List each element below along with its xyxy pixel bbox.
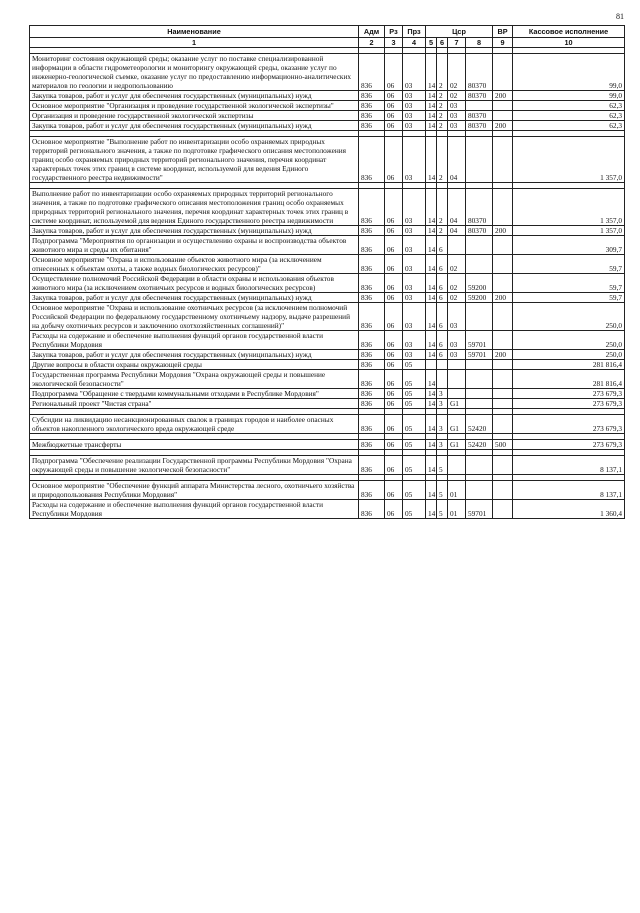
cell-vr	[493, 370, 513, 389]
cell-amount: 250,0	[513, 303, 625, 331]
cell-name: Мониторинг состояния окружающей среды; оказание услуг по поставке специализированной информации в области гидрометеорологии и мониторингу окружающей среды, оказание услуг по инженерно-геологической съемке, оказание услуг по предоставлению информационно-аналитических материалов по геологии и недропользованию	[30, 54, 359, 91]
cell-vr	[493, 303, 513, 331]
cell-vr	[493, 415, 513, 434]
cell-prz: 05	[403, 456, 426, 475]
cell-c1: 14	[426, 91, 437, 101]
cell-vr: 200	[493, 226, 513, 236]
index-cell: 6	[437, 38, 448, 48]
cell-rz: 06	[385, 481, 403, 500]
budget-table	[29, 25, 625, 519]
table-row	[30, 303, 625, 331]
cell-name: Другие вопросы в области охраны окружающей среды	[30, 360, 359, 370]
cell-rz: 06	[385, 101, 403, 111]
cell-c2: 6	[437, 255, 448, 274]
cell-prz: 03	[403, 101, 426, 111]
index-cell: 2	[359, 38, 385, 48]
cell-rz: 06	[385, 500, 403, 519]
cell-rz: 06	[385, 54, 403, 91]
cell-c3: G1	[448, 399, 466, 409]
index-row	[30, 38, 625, 48]
cell-rz: 06	[385, 189, 403, 226]
cell-c4	[466, 481, 493, 500]
cell-c4	[466, 370, 493, 389]
table-row	[30, 54, 625, 91]
index-cell: 5	[426, 38, 437, 48]
table-row	[30, 360, 625, 370]
cell-c1: 14	[426, 399, 437, 409]
cell-vr	[493, 481, 513, 500]
cell-name: Закупка товаров, работ и услуг для обеспечения государственных (муниципальных) нужд	[30, 226, 359, 236]
header-vr: ВР	[493, 26, 513, 38]
cell-c1: 14	[426, 226, 437, 236]
cell-c4: 52420	[466, 440, 493, 450]
cell-c2: 5	[437, 481, 448, 500]
cell-c2: 6	[437, 274, 448, 293]
cell-c2	[437, 360, 448, 370]
cell-c2	[437, 370, 448, 389]
table-row	[30, 274, 625, 293]
cell-amount: 62,3	[513, 111, 625, 121]
header-adm: Адм	[359, 26, 385, 38]
cell-c4	[466, 456, 493, 475]
cell-adm: 836	[359, 121, 385, 131]
cell-c4	[466, 255, 493, 274]
cell-amount: 62,3	[513, 101, 625, 111]
cell-amount: 1 357,0	[513, 189, 625, 226]
cell-rz: 06	[385, 293, 403, 303]
cell-rz: 06	[385, 456, 403, 475]
cell-amount: 59,7	[513, 274, 625, 293]
table-row	[30, 189, 625, 226]
cell-prz: 05	[403, 500, 426, 519]
cell-c3	[448, 370, 466, 389]
cell-amount: 250,0	[513, 331, 625, 350]
table-row	[30, 456, 625, 475]
cell-name: Основное мероприятие "Обеспечение функций аппарата Министерства лесного, охотничьего хозяйства и природопользования Республики Мордовия"	[30, 481, 359, 500]
cell-c2: 2	[437, 189, 448, 226]
cell-prz: 03	[403, 121, 426, 131]
cell-vr: 500	[493, 440, 513, 450]
cell-c1: 14	[426, 331, 437, 350]
cell-c1: 14	[426, 415, 437, 434]
cell-prz: 05	[403, 360, 426, 370]
cell-rz: 06	[385, 226, 403, 236]
cell-amount: 99,0	[513, 54, 625, 91]
cell-prz: 03	[403, 111, 426, 121]
header-prz: Прз	[403, 26, 426, 38]
page-number: 81	[616, 12, 624, 21]
cell-prz: 05	[403, 389, 426, 399]
cell-c3: 03	[448, 331, 466, 350]
cell-rz: 06	[385, 415, 403, 434]
cell-c2: 2	[437, 121, 448, 131]
cell-prz: 03	[403, 137, 426, 183]
table-row	[30, 137, 625, 183]
cell-c2: 6	[437, 236, 448, 255]
table-row	[30, 255, 625, 274]
cell-name: Региональный проект "Чистая страна"	[30, 399, 359, 409]
cell-amount: 8 137,1	[513, 481, 625, 500]
table-row	[30, 91, 625, 101]
cell-prz: 03	[403, 303, 426, 331]
cell-adm: 836	[359, 101, 385, 111]
cell-adm: 836	[359, 293, 385, 303]
cell-vr	[493, 500, 513, 519]
cell-rz: 06	[385, 350, 403, 360]
table-row	[30, 350, 625, 360]
cell-name: Подпрограмма "Обращение с твердыми коммунальными отходами в Республике Мордовия"	[30, 389, 359, 399]
cell-c1: 14	[426, 255, 437, 274]
cell-c3: G1	[448, 415, 466, 434]
cell-prz: 03	[403, 293, 426, 303]
cell-c4: 80370	[466, 189, 493, 226]
cell-c3: G1	[448, 440, 466, 450]
cell-amount: 99,0	[513, 91, 625, 101]
cell-c4: 80370	[466, 226, 493, 236]
cell-prz: 03	[403, 226, 426, 236]
cell-c4: 59200	[466, 293, 493, 303]
cell-c2: 2	[437, 101, 448, 111]
cell-c3: 02	[448, 255, 466, 274]
table-row	[30, 293, 625, 303]
cell-name: Закупка товаров, работ и услуг для обеспечения государственных (муниципальных) нужд	[30, 350, 359, 360]
cell-amount: 273 679,3	[513, 440, 625, 450]
cell-rz: 06	[385, 399, 403, 409]
cell-c3: 04	[448, 226, 466, 236]
cell-adm: 836	[359, 440, 385, 450]
cell-c2: 6	[437, 350, 448, 360]
cell-adm: 836	[359, 303, 385, 331]
cell-prz: 05	[403, 370, 426, 389]
cell-c4: 59701	[466, 331, 493, 350]
table-row	[30, 111, 625, 121]
cell-amount: 62,3	[513, 121, 625, 131]
cell-c1: 14	[426, 236, 437, 255]
cell-c2: 2	[437, 137, 448, 183]
cell-name: Основное мероприятие "Охрана и использование объектов животного мира (за исключением отнесенных к объектам охоты, а также водных биологических ресурсов)"	[30, 255, 359, 274]
cell-c3: 04	[448, 137, 466, 183]
cell-adm: 836	[359, 350, 385, 360]
cell-adm: 836	[359, 331, 385, 350]
cell-adm: 836	[359, 399, 385, 409]
cell-rz: 06	[385, 274, 403, 293]
index-cell: 9	[493, 38, 513, 48]
cell-c1: 14	[426, 370, 437, 389]
cell-amount: 273 679,3	[513, 389, 625, 399]
cell-rz: 06	[385, 360, 403, 370]
table-row	[30, 415, 625, 434]
table-row	[30, 399, 625, 409]
cell-vr: 200	[493, 91, 513, 101]
table-row	[30, 370, 625, 389]
cell-c1: 14	[426, 456, 437, 475]
cell-c1: 14	[426, 54, 437, 91]
cell-c1: 14	[426, 101, 437, 111]
cell-rz: 06	[385, 331, 403, 350]
cell-c3: 03	[448, 303, 466, 331]
table-row	[30, 389, 625, 399]
cell-c3: 04	[448, 189, 466, 226]
cell-adm: 836	[359, 236, 385, 255]
index-cell: 8	[466, 38, 493, 48]
index-cell: 10	[513, 38, 625, 48]
cell-adm: 836	[359, 137, 385, 183]
cell-c3	[448, 456, 466, 475]
cell-prz: 03	[403, 189, 426, 226]
cell-c1: 14	[426, 500, 437, 519]
cell-c2: 2	[437, 111, 448, 121]
cell-c3: 02	[448, 91, 466, 101]
cell-rz: 06	[385, 111, 403, 121]
cell-adm: 836	[359, 370, 385, 389]
cell-amount: 281 816,4	[513, 370, 625, 389]
cell-c4	[466, 399, 493, 409]
cell-name: Субсидии на ликвидацию несанкционированных свалок в границах городов и наиболее опасных объектов накопленного экологического вреда окружающей среде	[30, 415, 359, 434]
cell-c4	[466, 360, 493, 370]
cell-name: Осуществление полномочий Российской Федерации в области охраны и использования объектов животного мира (за исключением охотничьих ресурсов и водных биологических ресурсов)	[30, 274, 359, 293]
cell-name: Государственная программа Республики Мордовия "Охрана окружающей среды и повышение экологической безопасности"	[30, 370, 359, 389]
cell-name: Расходы на содержание и обеспечение выполнения функций органов государственной власти Республики Мордовия	[30, 331, 359, 350]
cell-adm: 836	[359, 415, 385, 434]
cell-c4	[466, 137, 493, 183]
cell-c2: 3	[437, 389, 448, 399]
cell-name: Закупка товаров, работ и услуг для обеспечения государственных (муниципальных) нужд	[30, 293, 359, 303]
cell-vr	[493, 399, 513, 409]
cell-vr	[493, 331, 513, 350]
cell-name: Основное мероприятие "Выполнение работ по инвентаризации особо охраняемых природных территорий регионального значения, а также по подготовке графического описания местоположения границ особо охраняемых природных территорий регионального значения, перечня координат характерных точек этих границ в системе координат, используемой для ведения Единого государственного реестра недвижимости"	[30, 137, 359, 183]
cell-c2: 2	[437, 54, 448, 91]
cell-amount: 250,0	[513, 350, 625, 360]
cell-c1: 14	[426, 440, 437, 450]
index-cell: 3	[385, 38, 403, 48]
cell-vr	[493, 236, 513, 255]
cell-adm: 836	[359, 54, 385, 91]
cell-adm: 836	[359, 226, 385, 236]
cell-prz: 03	[403, 255, 426, 274]
cell-name: Организация и проведение государственной экологической экспертизы	[30, 111, 359, 121]
table-body	[30, 48, 625, 519]
cell-prz: 03	[403, 236, 426, 255]
cell-c4: 80370	[466, 121, 493, 131]
table-row	[30, 331, 625, 350]
cell-name: Закупка товаров, работ и услуг для обеспечения государственных (муниципальных) нужд	[30, 121, 359, 131]
cell-amount: 309,7	[513, 236, 625, 255]
cell-prz: 03	[403, 54, 426, 91]
cell-c4: 59701	[466, 350, 493, 360]
cell-c3: 01	[448, 500, 466, 519]
cell-c2: 3	[437, 399, 448, 409]
cell-c1: 14	[426, 303, 437, 331]
cell-c3: 03	[448, 101, 466, 111]
table-row	[30, 236, 625, 255]
cell-c1	[426, 360, 437, 370]
cell-vr	[493, 137, 513, 183]
cell-c3: 03	[448, 350, 466, 360]
cell-c2: 2	[437, 91, 448, 101]
cell-c3	[448, 236, 466, 255]
cell-name: Выполнение работ по инвентаризации особо охраняемых природных территорий регионального значения, а также по подготовке графического описания местоположения границ особо охраняемых природных территорий регионального значения, перечня координат характерных точек этих границ в системе координат, используемой для ведения Единого государственного реестра недвижимости	[30, 189, 359, 226]
cell-c1: 14	[426, 389, 437, 399]
table-row	[30, 500, 625, 519]
cell-rz: 06	[385, 440, 403, 450]
cell-prz: 03	[403, 331, 426, 350]
cell-amount: 1 357,0	[513, 137, 625, 183]
cell-c2: 5	[437, 500, 448, 519]
cell-c1: 14	[426, 481, 437, 500]
cell-c2: 3	[437, 440, 448, 450]
cell-c1: 14	[426, 189, 437, 226]
table-row	[30, 101, 625, 111]
cell-c2: 2	[437, 226, 448, 236]
cell-prz: 03	[403, 274, 426, 293]
cell-name: Основное мероприятие "Организация и проведение государственной экологической экспертизы"	[30, 101, 359, 111]
header-row	[30, 26, 625, 38]
cell-amount: 273 679,3	[513, 399, 625, 409]
cell-c2: 6	[437, 331, 448, 350]
cell-rz: 06	[385, 303, 403, 331]
cell-adm: 836	[359, 274, 385, 293]
cell-c4: 80370	[466, 111, 493, 121]
cell-c2: 6	[437, 293, 448, 303]
cell-c1: 14	[426, 121, 437, 131]
cell-c1: 14	[426, 293, 437, 303]
cell-adm: 836	[359, 456, 385, 475]
cell-name: Подпрограмма "Мероприятия по организации и осуществлению охраны и воспроизводства объектов животного мира и среды их обитания"	[30, 236, 359, 255]
cell-adm: 836	[359, 389, 385, 399]
cell-prz: 05	[403, 481, 426, 500]
cell-vr: 200	[493, 121, 513, 131]
cell-prz: 05	[403, 399, 426, 409]
cell-rz: 06	[385, 137, 403, 183]
cell-rz: 06	[385, 121, 403, 131]
cell-c4	[466, 389, 493, 399]
cell-name: Подпрограмма "Обеспечение реализации Государственной программы Республики Мордовия "Охрана окружающей среды и повышение экологической безопасности"	[30, 456, 359, 475]
cell-c4	[466, 101, 493, 111]
table-row	[30, 226, 625, 236]
cell-rz: 06	[385, 389, 403, 399]
cell-adm: 836	[359, 255, 385, 274]
cell-c1: 14	[426, 274, 437, 293]
cell-rz: 06	[385, 91, 403, 101]
cell-c4: 59200	[466, 274, 493, 293]
table-row	[30, 121, 625, 131]
cell-c3: 03	[448, 121, 466, 131]
cell-c4: 59701	[466, 500, 493, 519]
cell-c3: 03	[448, 111, 466, 121]
cell-rz: 06	[385, 255, 403, 274]
cell-c3: 02	[448, 293, 466, 303]
cell-vr	[493, 360, 513, 370]
index-cell: 7	[448, 38, 466, 48]
header-name: Наименование	[30, 26, 359, 38]
cell-vr	[493, 101, 513, 111]
cell-adm: 836	[359, 91, 385, 101]
cell-rz: 06	[385, 236, 403, 255]
cell-prz: 03	[403, 91, 426, 101]
cell-vr	[493, 189, 513, 226]
cell-name: Закупка товаров, работ и услуг для обеспечения государственных (муниципальных) нужд	[30, 91, 359, 101]
cell-c2: 3	[437, 415, 448, 434]
cell-c3: 02	[448, 274, 466, 293]
cell-name: Основное мероприятие "Охрана и использование охотничьих ресурсов (за исключением полномочий Российской Федерации по федеральному государственному охотничьему надзору, выдаче разрешений на добычу охотничьих ресурсов и заключению охотхозяйственных соглашений)"	[30, 303, 359, 331]
cell-amount: 59,7	[513, 255, 625, 274]
cell-name: Расходы на содержание и обеспечение выполнения функций органов государственной власти Республики Мордовия	[30, 500, 359, 519]
index-cell: 4	[403, 38, 426, 48]
cell-c2: 6	[437, 303, 448, 331]
index-cell: 1	[30, 38, 359, 48]
cell-vr	[493, 111, 513, 121]
cell-adm: 836	[359, 111, 385, 121]
cell-amount: 1 357,0	[513, 226, 625, 236]
cell-c4	[466, 236, 493, 255]
cell-prz: 03	[403, 350, 426, 360]
header-csr: Цср	[426, 26, 493, 38]
cell-adm: 836	[359, 360, 385, 370]
cell-vr	[493, 54, 513, 91]
cell-c3	[448, 389, 466, 399]
cell-c4: 52420	[466, 415, 493, 434]
cell-vr	[493, 274, 513, 293]
cell-c2: 5	[437, 456, 448, 475]
cell-amount: 281 816,4	[513, 360, 625, 370]
table-row	[30, 481, 625, 500]
cell-vr	[493, 255, 513, 274]
header-rz: Рз	[385, 26, 403, 38]
cell-adm: 836	[359, 481, 385, 500]
cell-amount: 273 679,3	[513, 415, 625, 434]
cell-vr	[493, 456, 513, 475]
cell-amount: 8 137,1	[513, 456, 625, 475]
cell-rz: 06	[385, 370, 403, 389]
cell-c3: 01	[448, 481, 466, 500]
cell-c3: 02	[448, 54, 466, 91]
cell-vr	[493, 389, 513, 399]
cell-c1: 14	[426, 137, 437, 183]
cell-c4: 80370	[466, 54, 493, 91]
cell-c1: 14	[426, 350, 437, 360]
cell-vr: 200	[493, 350, 513, 360]
cell-c4: 80370	[466, 91, 493, 101]
cell-prz: 05	[403, 440, 426, 450]
cell-amount: 59,7	[513, 293, 625, 303]
cell-amount: 1 360,4	[513, 500, 625, 519]
cell-vr: 200	[493, 293, 513, 303]
cell-adm: 836	[359, 500, 385, 519]
cell-c1: 14	[426, 111, 437, 121]
cell-c4	[466, 303, 493, 331]
cell-adm: 836	[359, 189, 385, 226]
cell-name: Межбюджетные трансферты	[30, 440, 359, 450]
cell-prz: 05	[403, 415, 426, 434]
table-row	[30, 440, 625, 450]
cell-c3	[448, 360, 466, 370]
header-amount: Кассовое исполнение	[513, 26, 625, 38]
